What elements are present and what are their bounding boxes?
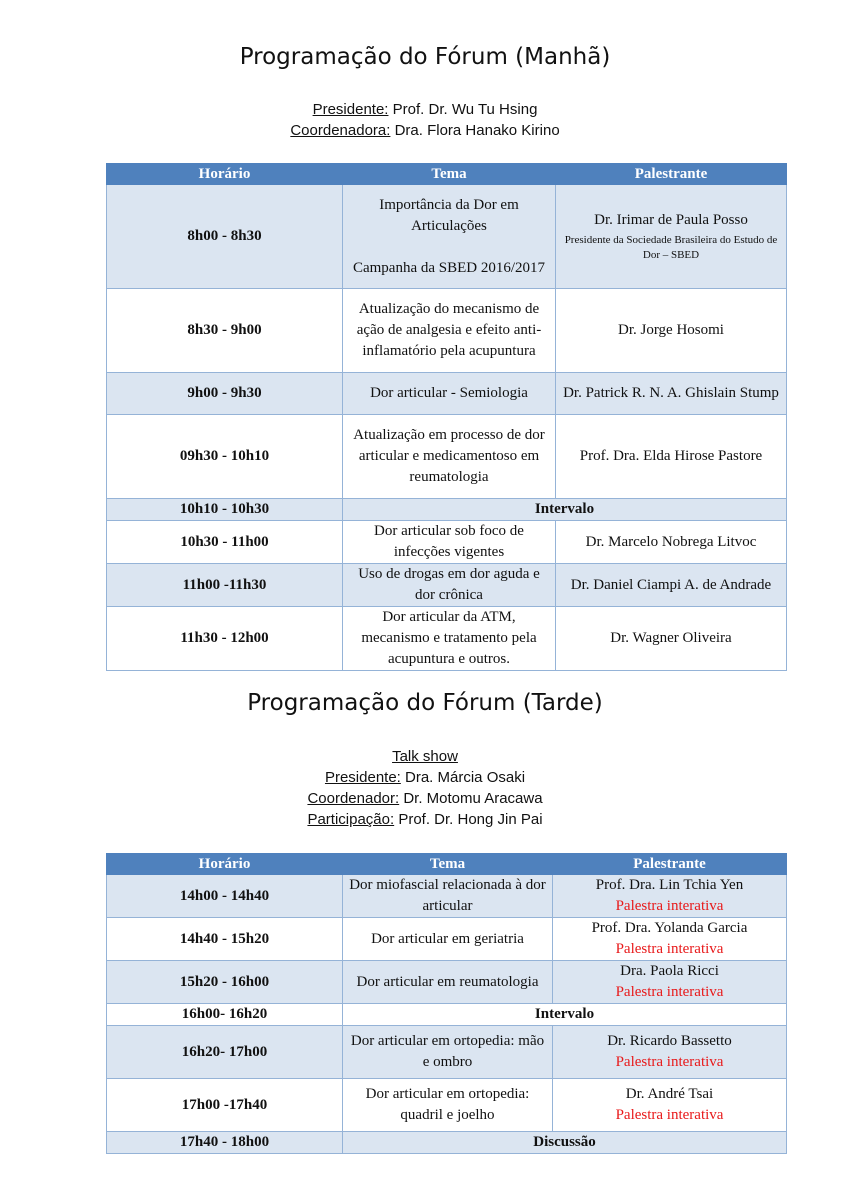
coordinator-label: Coordenador: (307, 790, 400, 807)
speaker-note: Presidente da Sociedade Brasileira do Estudo de Dor – SBED (564, 234, 778, 261)
break-label: Discussão (343, 1132, 787, 1154)
participation-name: Prof. Dr. Hong Jin Pai (394, 811, 543, 828)
header-topic: Tema (343, 164, 556, 185)
row-time: 11h30 - 12h00 (107, 607, 343, 671)
row-time: 17h40 - 18h00 (107, 1132, 343, 1154)
interactive-talk-label: Palestra interativa (615, 898, 724, 914)
row-speaker: Dr. Daniel Ciampi A. de Andrade (556, 564, 787, 607)
coordinator-label: Coordenadora: (290, 122, 391, 139)
table-row-break (107, 1132, 787, 1154)
table-row (107, 607, 787, 671)
row-time: 9h00 - 9h30 (107, 373, 343, 415)
break-label: Intervalo (343, 1004, 787, 1026)
row-speaker (553, 918, 787, 961)
row-time: 10h10 - 10h30 (107, 499, 343, 521)
table-row (107, 373, 787, 415)
table-row (107, 521, 787, 564)
row-topic: Dor articular em ortopedia: mão e ombro (343, 1026, 553, 1079)
morning-title: Programação do Fórum (Manhã) (239, 44, 611, 70)
row-time: 14h40 - 15h20 (107, 918, 343, 961)
table-row (107, 415, 787, 499)
row-speaker: Prof. Dra. Elda Hirose Pastore (556, 415, 787, 499)
table-header-row (107, 854, 787, 875)
table-header-row (107, 164, 787, 185)
row-topic: Dor articular da ATM, mecanismo e tratamento pela acupuntura e outros. (343, 607, 556, 671)
afternoon-participation (0, 809, 850, 830)
row-time: 16h00- 16h20 (107, 1004, 343, 1026)
president-name: Dra. Márcia Osaki (400, 769, 526, 786)
row-topic: Dor miofascial relacionada à dor articular (343, 875, 553, 918)
talk-show-line (0, 746, 850, 767)
row-topic (343, 185, 556, 289)
president-label: Presidente: (324, 769, 401, 786)
row-speaker: Dr. Marcelo Nobrega Litvoc (556, 521, 787, 564)
row-time: 16h20- 17h00 (107, 1026, 343, 1079)
row-time: 8h30 - 9h00 (107, 289, 343, 373)
row-topic: Dor articular em geriatria (343, 918, 553, 961)
row-topic: Dor articular - Semiologia (343, 373, 556, 415)
table-row (107, 918, 787, 961)
afternoon-president (0, 767, 850, 788)
break-label: Intervalo (343, 499, 787, 521)
topic-line: Importância da Dor em Articulações (379, 196, 519, 234)
morning-roles (0, 99, 850, 141)
table-row (107, 961, 787, 1004)
table-row (107, 185, 787, 289)
row-time: 11h00 -11h30 (107, 564, 343, 607)
table-row (107, 875, 787, 918)
row-speaker (553, 875, 787, 918)
row-topic: Dor articular sob foco de infecções vigentes (343, 521, 556, 564)
participation-label: Participação: (307, 811, 395, 828)
row-time: 17h00 -17h40 (107, 1079, 343, 1132)
header-speaker: Palestrante (553, 854, 787, 875)
row-time: 15h20 - 16h00 (107, 961, 343, 1004)
row-topic: Dor articular em ortopedia: quadril e joelho (343, 1079, 553, 1132)
table-row (107, 289, 787, 373)
row-speaker (553, 961, 787, 1004)
table-row (107, 1026, 787, 1079)
row-time: 14h00 - 14h40 (107, 875, 343, 918)
row-speaker: Dr. Jorge Hosomi (556, 289, 787, 373)
row-topic: Uso de drogas em dor aguda e dor crônica (343, 564, 556, 607)
row-speaker (553, 1079, 787, 1132)
morning-president (0, 99, 850, 120)
afternoon-roles (0, 746, 850, 830)
header-time: Horário (107, 164, 343, 185)
topic-spacer (347, 237, 551, 258)
topic-line: Campanha da SBED 2016/2017 (352, 259, 546, 276)
speaker-name: Dr. Irimar de Paula Posso (594, 212, 748, 228)
morning-coordinator (0, 120, 850, 141)
president-label: Presidente: (312, 101, 389, 118)
speaker-name: Dr. André Tsai (625, 1086, 714, 1102)
table-row (107, 1079, 787, 1132)
header-topic: Tema (343, 854, 553, 875)
row-speaker: Dr. Patrick R. N. A. Ghislain Stump (556, 373, 787, 415)
row-topic: Atualização do mecanismo de ação de analgesia e efeito anti-inflamatório pela acupuntura (343, 289, 556, 373)
table-row-break (107, 499, 787, 521)
talk-show-label: Talk show (392, 748, 458, 765)
morning-schedule-table (106, 163, 787, 671)
coordinator-name: Dra. Flora Hanako Kirino (390, 122, 560, 139)
speaker-name: Dra. Paola Ricci (620, 963, 719, 979)
speaker-name: Prof. Dra. Lin Tchia Yen (595, 877, 744, 893)
row-time: 10h30 - 11h00 (107, 521, 343, 564)
afternoon-coordinator (0, 788, 850, 809)
row-speaker (553, 1026, 787, 1079)
interactive-talk-label: Palestra interativa (615, 1054, 724, 1070)
interactive-talk-label: Palestra interativa (615, 941, 724, 957)
row-topic: Dor articular em reumatologia (343, 961, 553, 1004)
interactive-talk-label: Palestra interativa (615, 1107, 724, 1123)
speaker-name: Prof. Dra. Yolanda Garcia (591, 920, 748, 936)
table-row (107, 564, 787, 607)
interactive-talk-label: Palestra interativa (615, 984, 724, 1000)
speaker-name: Dr. Ricardo Bassetto (607, 1033, 732, 1049)
coordinator-name: Dr. Motomu Aracawa (399, 790, 543, 807)
header-time: Horário (107, 854, 343, 875)
row-time: 8h00 - 8h30 (107, 185, 343, 289)
row-speaker (556, 185, 787, 289)
table-row-break (107, 1004, 787, 1026)
afternoon-title: Programação do Fórum (Tarde) (247, 690, 603, 716)
row-topic: Atualização em processo de dor articular e medicamentoso em reumatologia (343, 415, 556, 499)
header-speaker: Palestrante (556, 164, 787, 185)
row-speaker: Dr. Wagner Oliveira (556, 607, 787, 671)
president-name: Prof. Dr. Wu Tu Hsing (388, 101, 538, 118)
row-time: 09h30 - 10h10 (107, 415, 343, 499)
afternoon-schedule-table (106, 853, 787, 1154)
